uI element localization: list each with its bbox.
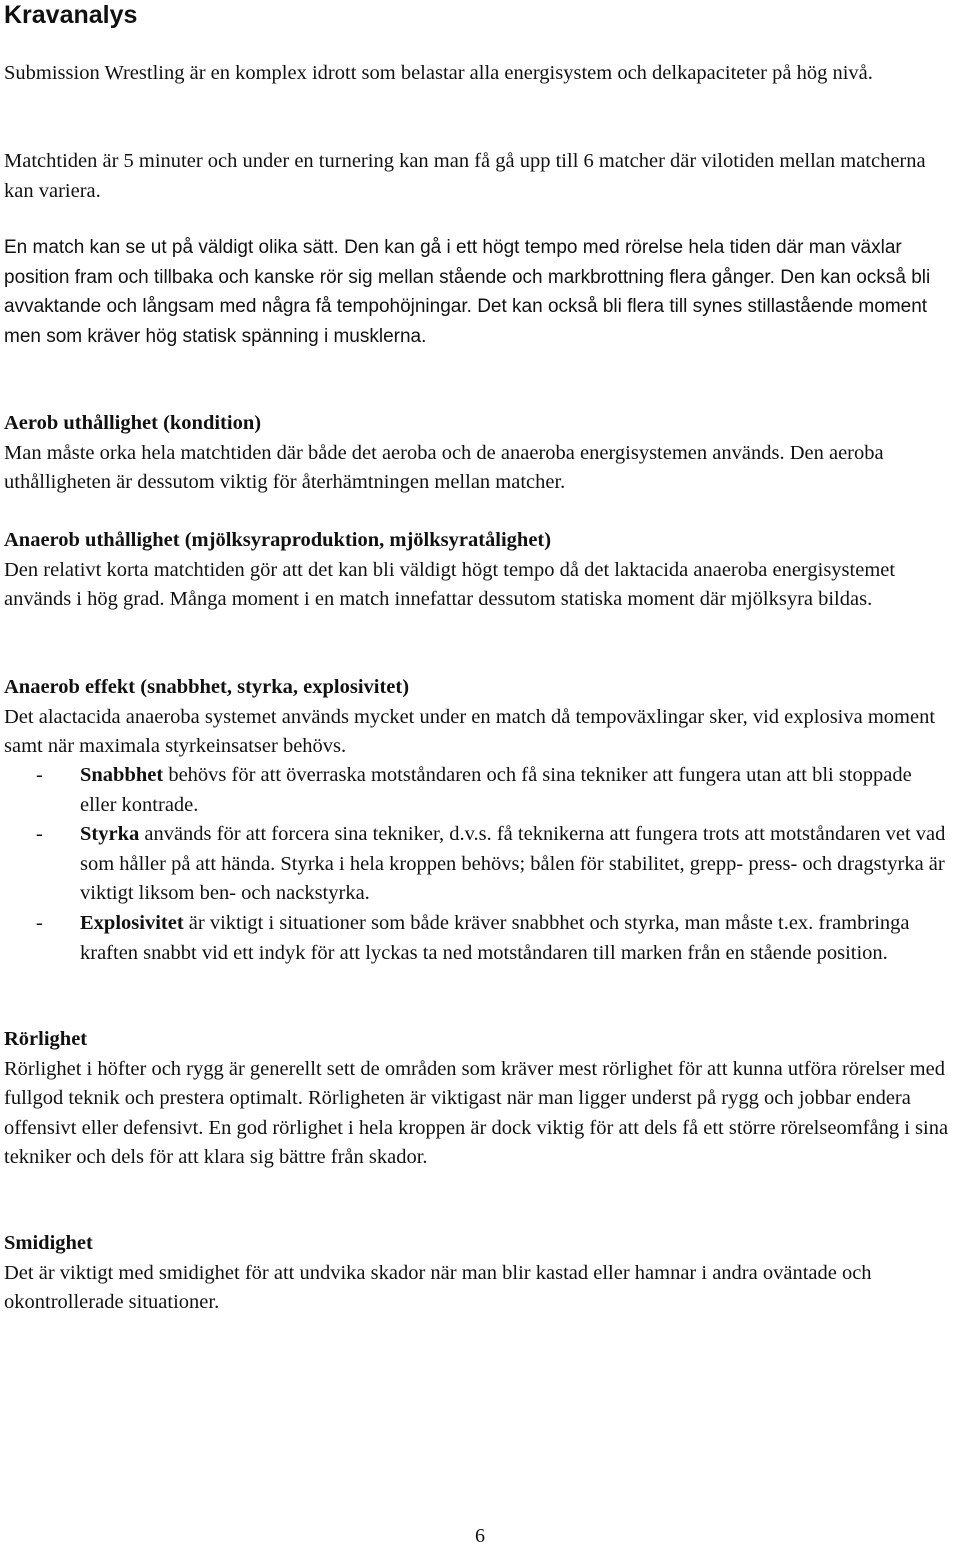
anaerob-effekt-list [4, 761, 952, 968]
page-title: Kravanalys [4, 1, 138, 29]
section-anaerob-uthallighet [4, 526, 952, 615]
list-item-term: Styrka [80, 823, 140, 846]
page-number: 6 [475, 1525, 485, 1547]
list-item [4, 761, 952, 820]
intro-paragraph-1: Submission Wrestling är en komplex idrott som belastar alla energisystem och delkapaciteter på hög nivå. [4, 62, 873, 84]
section-heading: Rörlighet [4, 1028, 88, 1050]
list-dash: - [36, 823, 43, 846]
list-item-term: Snabbhet [80, 764, 164, 786]
section-body: Den relativt korta matchtiden gör att det kan bli väldigt högt tempo då det laktacida anaeroba energisystemet används i hög grad. Många moment i en match innefattar dessutom statiska moment där mjölksyra bildas. [4, 558, 896, 611]
section-body: Man måste orka hela matchtiden där både det aeroba och de anaeroba energisystemen används. Den aeroba uthålligheten är dessutom viktig för återhämtningen mellan matcher. [4, 441, 884, 494]
list-item [4, 909, 952, 968]
section-aerob-uthallighet [4, 409, 952, 498]
list-item-text: används för att forcera sina tekniker, d.v.s. få teknikerna att fungera trots att motståndaren vet vad som håller på att hända. Styrka i hela kroppen behövs; bålen för stabilitet, grepp- press- och dragstyrka är viktigt liksom ben- och nackstyrka. [80, 823, 946, 905]
section-heading: Smidighet [4, 1232, 93, 1254]
section-body: Det alactacida anaeroba systemet används mycket under en match då tempoväxlingar sker, vid explosiva moment samt när maximala styrkeinsatser behövs. [4, 705, 936, 758]
list-dash: - [36, 911, 43, 934]
section-anaerob-effekt [4, 673, 952, 762]
intro-paragraph-2: Matchtiden är 5 minuter och under en turnering kan man få gå upp till 6 matcher där vilotiden mellan matcherna kan variera. [4, 150, 926, 202]
section-body: Det är viktigt med smidighet för att undvika skador när man blir kastad eller hamnar i andra oväntade och okontrollerade situationer. [4, 1261, 872, 1314]
section-heading: Anaerob uthållighet (mjölksyraproduktion, mjölksyratålighet) [4, 529, 552, 551]
list-item-text: är viktigt i situationer som både kräver snabbhet och styrka, man måste t.ex. frambringa kraften snabbt vid ett indyk för att lyckas ta ned motståndaren till marken från en stående position. [80, 911, 910, 964]
section-rorlighet [4, 1025, 952, 1173]
section-heading: Aerob uthållighet (kondition) [4, 412, 262, 434]
list-item-text: behövs för att överraska motståndaren och få sina tekniker att fungera utan att bli stoppade eller kontrade. [80, 764, 912, 816]
list-item [4, 820, 952, 909]
section-smidighet [4, 1229, 952, 1318]
list-item-term: Explosivitet [80, 911, 184, 934]
list-dash: - [36, 764, 43, 786]
section-body: Rörlighet i höfter och rygg är generellt sett de områden som kräver mest rörlighet för att kunna utföra rörelser med fullgod teknik och prestera optimalt. Rörligheten är viktigast när man ligger underst på rygg och jobbar endera offensivt eller defensivt. En god rörlighet i hela kroppen är dock viktig för att dels få ett större rörelseomfång i sina tekniker och dels för att klara sig bättre från skador. [4, 1057, 949, 1169]
section-heading: Anaerob effekt (snabbhet, styrka, explosivitet) [4, 676, 410, 698]
intro-paragraph-3: En match kan se ut på väldigt olika sätt. Den kan gå i ett högt tempo med rörelse hela tiden där man växlar position fram och tillbaka och kanske rör sig mellan stående och markbrottning flera gånger. Den kan också bli avvaktande och långsam med några få tempohöjningar. Det kan också bli flera till synes stillastående moment men som kräver hög statisk spänning i musklerna. [4, 237, 931, 347]
